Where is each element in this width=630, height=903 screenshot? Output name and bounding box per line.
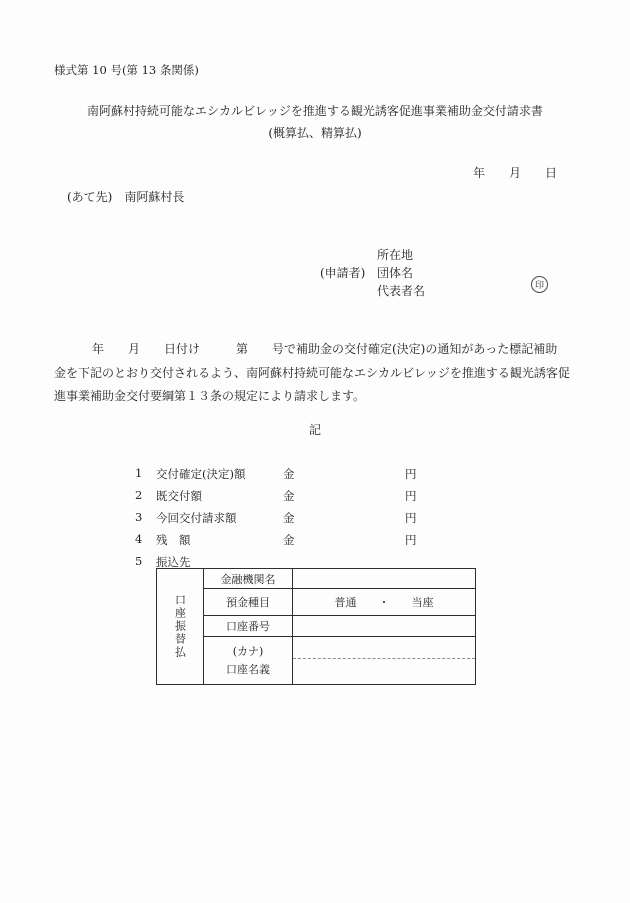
table-label-financial-institution: 金融機関名: [204, 569, 293, 589]
applicant-address-label: 所在地: [377, 248, 414, 262]
date-blank-line: 年 月 日: [473, 166, 558, 180]
table-rowheader-account-transfer: [157, 569, 204, 684]
body-paragraph-line2: 金を下記のとおり交付されるよう、南阿蘇村持続可能なエシカルビレッジを推進する観光誘客促: [54, 366, 570, 380]
item-currency-prefix: 金: [283, 467, 295, 481]
item-currency-suffix: 円: [405, 511, 417, 525]
table-label-account-name: [204, 637, 293, 684]
list-item-2: [0, 488, 630, 503]
list-item-4: [0, 532, 630, 547]
account-name-kana-label: (カナ): [232, 645, 264, 659]
document-title: 南阿蘇村持続可能なエシカルビレッジを推進する観光誘客促進事業補助金交付請求書: [87, 104, 543, 118]
item-label: 残 額: [156, 533, 191, 547]
account-name-label: 口座名義: [226, 662, 270, 676]
item-label: 交付確定(決定)額: [156, 467, 246, 481]
applicant-org-label: 団体名: [377, 266, 414, 280]
rowheader-vertical-text: 口座振替払: [173, 594, 187, 659]
document-subtitle: (概算払、精算払): [268, 126, 362, 140]
table-value-account-number: [293, 616, 475, 637]
item-label: 振込先: [156, 555, 191, 569]
item-currency-suffix: 円: [405, 489, 417, 503]
list-item-1: [0, 466, 630, 481]
body-paragraph-line3: 進事業補助金交付要綱第１３条の規定により請求します。: [54, 389, 366, 403]
body-paragraph-line1: 年 月 日付け 第 号で補助金の交付確定(決定)の通知があった標記補助: [92, 342, 558, 356]
addressee-line: (あて先) 南阿蘇村長: [67, 190, 185, 204]
list-item-5: [0, 554, 630, 569]
item-number: 4: [135, 532, 143, 546]
applicant-label: (申請者): [320, 266, 366, 280]
table-label-account-number: 口座番号: [204, 616, 293, 637]
item-number: 2: [135, 488, 143, 502]
table-value-account-name: [293, 637, 475, 684]
item-label: 既交付額: [156, 489, 202, 503]
item-currency-prefix: 金: [283, 511, 295, 525]
bank-transfer-table: [156, 568, 476, 685]
form-number: 様式第 10 号(第 13 条関係): [54, 63, 199, 77]
table-label-deposit-type: 預金種目: [204, 589, 293, 616]
table-value-financial-institution: [293, 569, 475, 589]
applicant-representative-label: 代表者名: [377, 284, 426, 298]
item-currency-suffix: 円: [405, 467, 417, 481]
item-number: 5: [135, 554, 143, 568]
item-currency-prefix: 金: [283, 489, 295, 503]
item-currency-suffix: 円: [405, 533, 417, 547]
table-value-deposit-type: 普通 ・ 当座: [293, 589, 475, 616]
item-currency-prefix: 金: [283, 533, 295, 547]
item-label: 今回交付請求額: [156, 511, 237, 525]
seal-mark-text: 印: [534, 281, 544, 291]
list-item-3: [0, 510, 630, 525]
seal-stamp-icon: [531, 276, 548, 293]
item-number: 1: [135, 466, 143, 480]
section-mark: 記: [308, 423, 321, 437]
kana-name-divider-line: [293, 658, 475, 659]
item-number: 3: [135, 510, 143, 524]
